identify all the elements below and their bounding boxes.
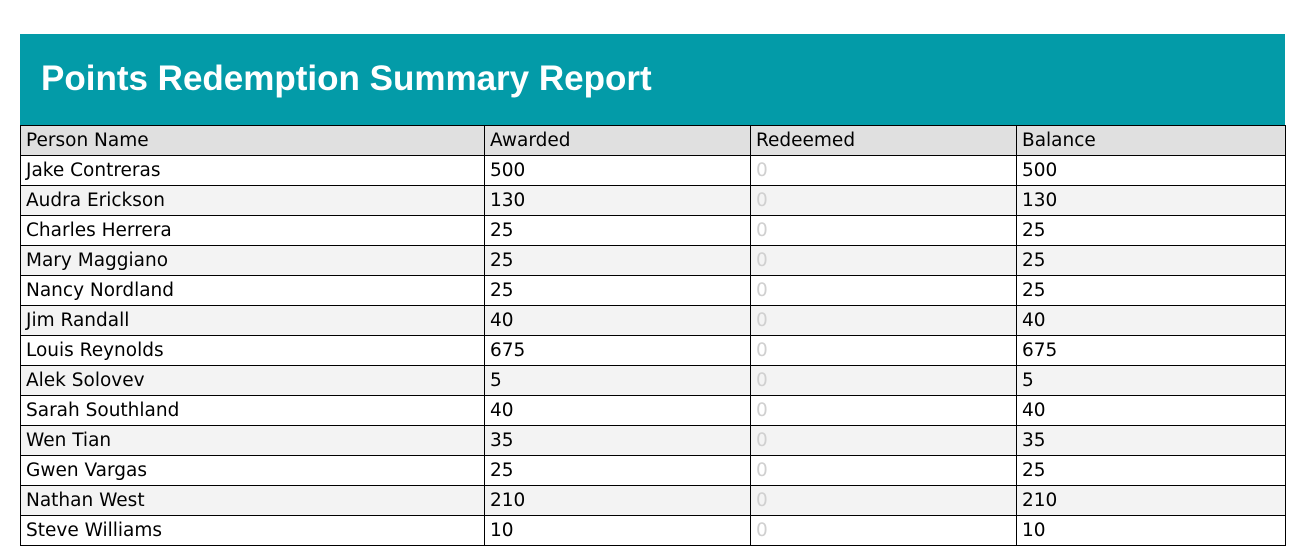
redeemed-cell: 0 <box>751 486 1017 516</box>
person-name-cell: Gwen Vargas <box>21 456 485 486</box>
redeemed-cell: 0 <box>751 366 1017 396</box>
person-name-cell: Nathan West <box>21 486 485 516</box>
awarded-cell: 500 <box>485 156 751 186</box>
report-title: Points Redemption Summary Report <box>41 59 652 98</box>
awarded-cell: 25 <box>485 276 751 306</box>
balance-cell: 10 <box>1017 516 1286 546</box>
redeemed-cell: 0 <box>751 156 1017 186</box>
person-name-cell: Wen Tian <box>21 426 485 456</box>
table-row <box>21 246 1286 276</box>
person-name-cell: Sarah Southland <box>21 396 485 426</box>
table-row <box>21 156 1286 186</box>
awarded-cell: 35 <box>485 426 751 456</box>
awarded-cell: 675 <box>485 336 751 366</box>
table-row <box>21 366 1286 396</box>
table-row <box>21 426 1286 456</box>
balance-cell: 130 <box>1017 186 1286 216</box>
table-row <box>21 456 1286 486</box>
redeemed-cell: 0 <box>751 306 1017 336</box>
person-name-cell: Steve Williams <box>21 516 485 546</box>
balance-cell: 25 <box>1017 456 1286 486</box>
redeemed-cell: 0 <box>751 276 1017 306</box>
column-header-person-name: Person Name <box>21 126 485 156</box>
awarded-cell: 5 <box>485 366 751 396</box>
awarded-cell: 130 <box>485 186 751 216</box>
awarded-cell: 25 <box>485 216 751 246</box>
redeemed-cell: 0 <box>751 516 1017 546</box>
table-row <box>21 486 1286 516</box>
redeemed-cell: 0 <box>751 246 1017 276</box>
table-row <box>21 336 1286 366</box>
report <box>20 34 1285 546</box>
column-header-balance: Balance <box>1017 126 1286 156</box>
table-row <box>21 516 1286 546</box>
summary-table <box>20 125 1286 546</box>
awarded-cell: 25 <box>485 456 751 486</box>
redeemed-cell: 0 <box>751 186 1017 216</box>
awarded-cell: 40 <box>485 396 751 426</box>
column-header-redeemed: Redeemed <box>751 126 1017 156</box>
person-name-cell: Audra Erickson <box>21 186 485 216</box>
awarded-cell: 210 <box>485 486 751 516</box>
balance-cell: 40 <box>1017 396 1286 426</box>
balance-cell: 25 <box>1017 216 1286 246</box>
person-name-cell: Charles Herrera <box>21 216 485 246</box>
person-name-cell: Mary Maggiano <box>21 246 485 276</box>
report-header <box>20 34 1285 125</box>
redeemed-cell: 0 <box>751 456 1017 486</box>
balance-cell: 25 <box>1017 276 1286 306</box>
person-name-cell: Jake Contreras <box>21 156 485 186</box>
balance-cell: 675 <box>1017 336 1286 366</box>
person-name-cell: Louis Reynolds <box>21 336 485 366</box>
balance-cell: 40 <box>1017 306 1286 336</box>
header-row <box>21 126 1286 156</box>
person-name-cell: Nancy Nordland <box>21 276 485 306</box>
column-header-awarded: Awarded <box>485 126 751 156</box>
redeemed-cell: 0 <box>751 396 1017 426</box>
redeemed-cell: 0 <box>751 426 1017 456</box>
table-row <box>21 396 1286 426</box>
table-row <box>21 216 1286 246</box>
table-body <box>21 156 1286 546</box>
redeemed-cell: 0 <box>751 216 1017 246</box>
balance-cell: 25 <box>1017 246 1286 276</box>
redeemed-cell: 0 <box>751 336 1017 366</box>
table-row <box>21 276 1286 306</box>
balance-cell: 210 <box>1017 486 1286 516</box>
balance-cell: 5 <box>1017 366 1286 396</box>
awarded-cell: 10 <box>485 516 751 546</box>
awarded-cell: 40 <box>485 306 751 336</box>
balance-cell: 35 <box>1017 426 1286 456</box>
table-row <box>21 306 1286 336</box>
person-name-cell: Alek Solovev <box>21 366 485 396</box>
awarded-cell: 25 <box>485 246 751 276</box>
table-row <box>21 186 1286 216</box>
balance-cell: 500 <box>1017 156 1286 186</box>
person-name-cell: Jim Randall <box>21 306 485 336</box>
